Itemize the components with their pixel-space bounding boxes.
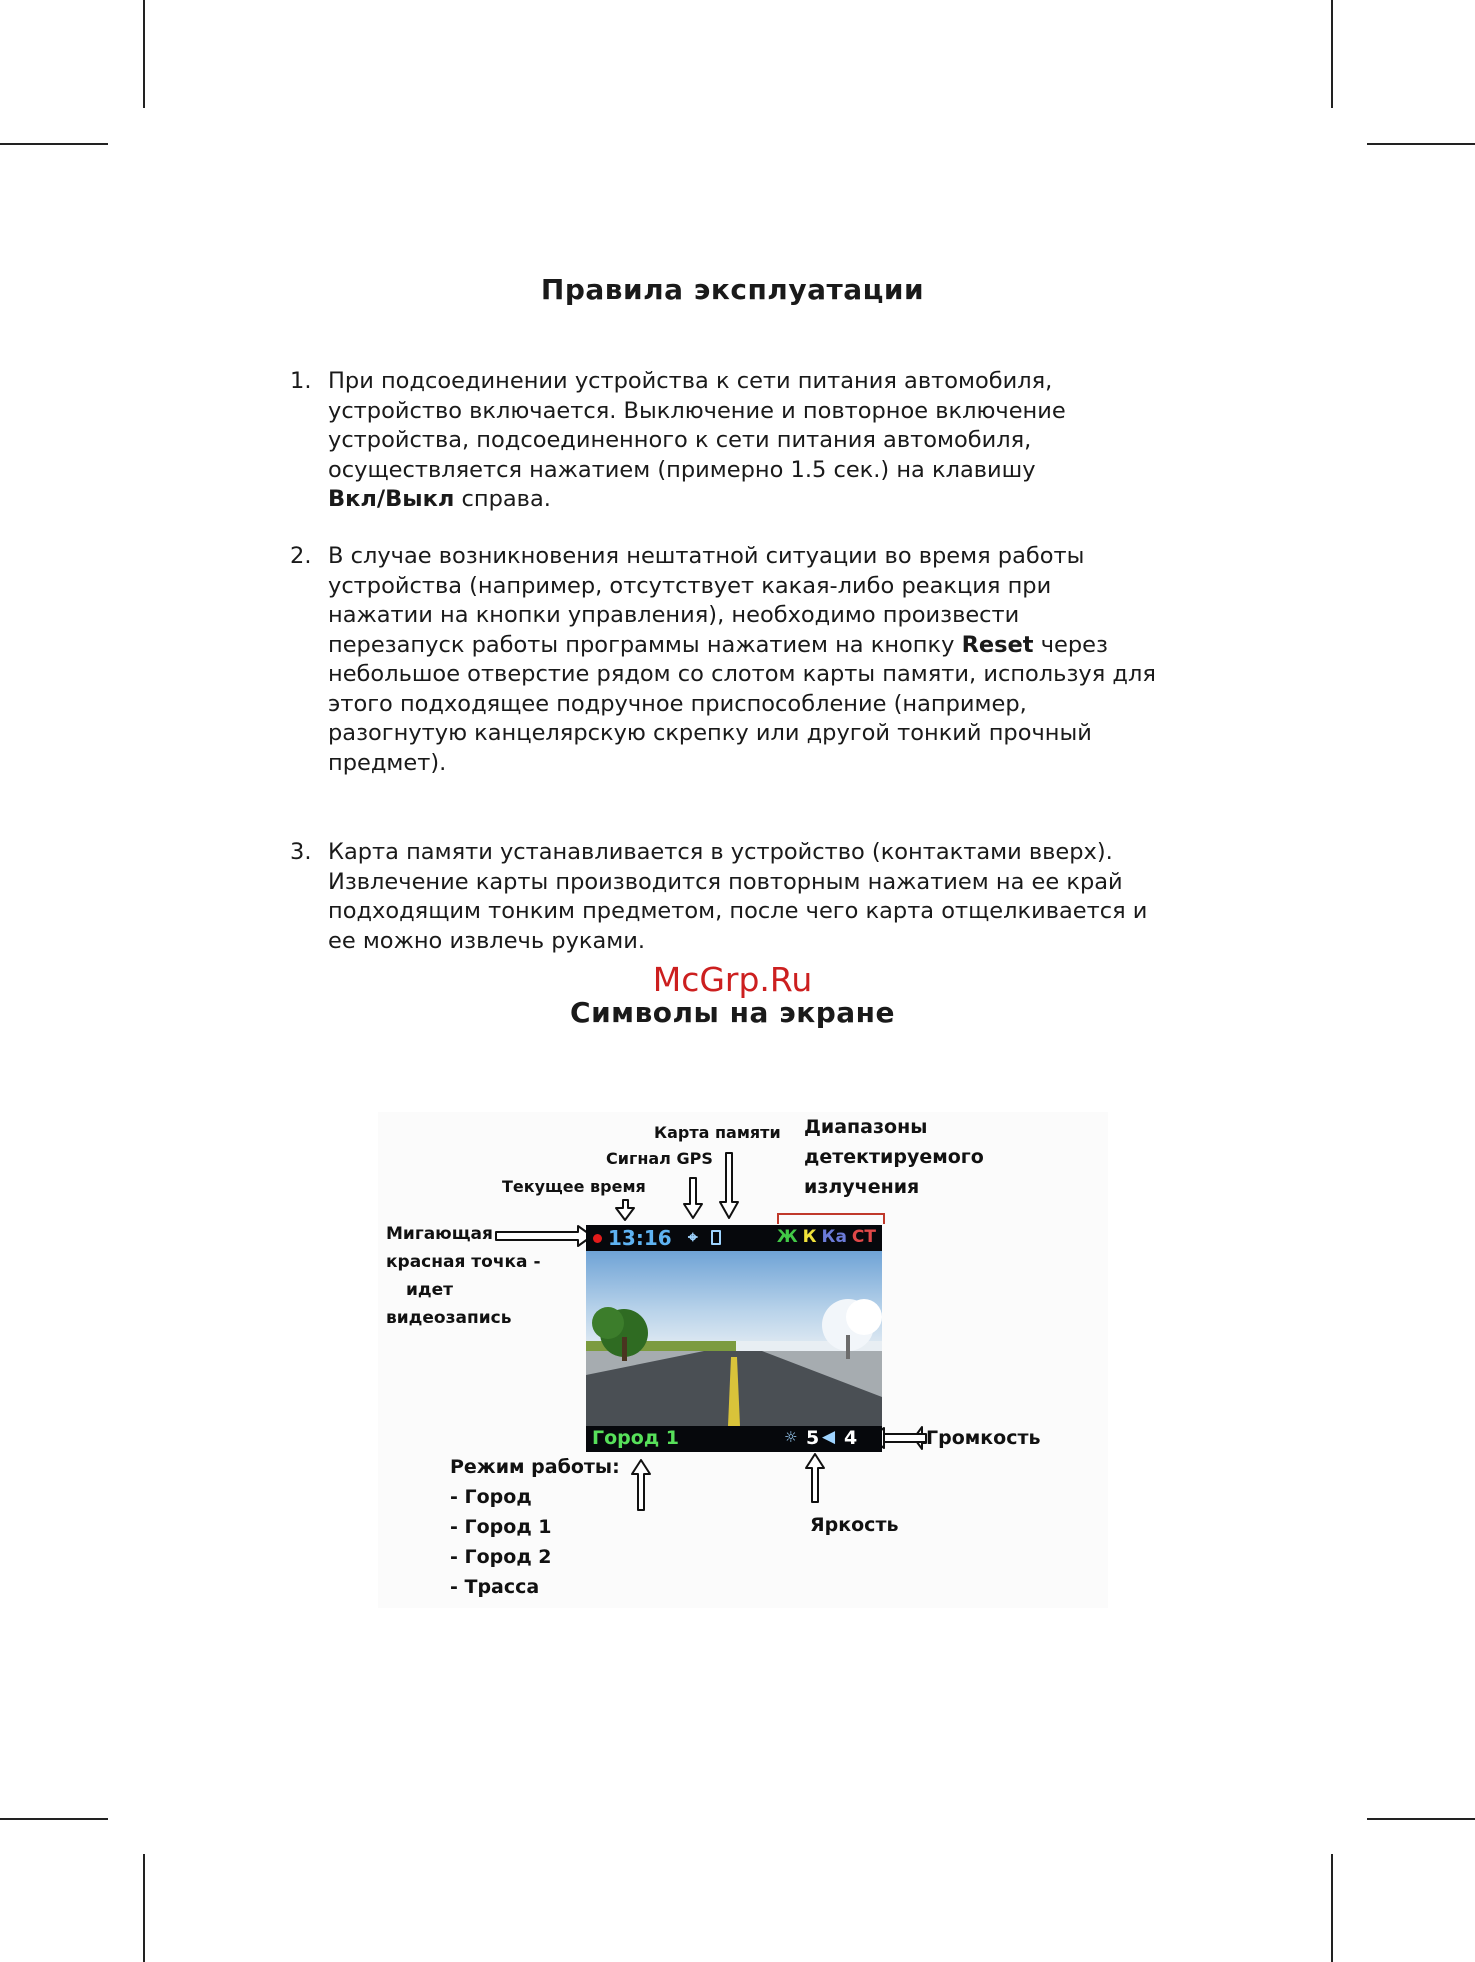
rule-line: справа.	[454, 486, 551, 512]
rule-text	[328, 838, 1210, 956]
key-name-reset: Reset	[961, 631, 1034, 658]
recording-dot	[593, 1234, 602, 1243]
label-recording-line: видеозапись	[386, 1308, 512, 1328]
bands-bracket	[778, 1214, 884, 1224]
label-gps: Сигнал GPS	[606, 1149, 713, 1168]
speaker-icon: ◀	[822, 1427, 836, 1447]
mode-readout: Город 1	[592, 1427, 679, 1449]
arrow-time	[616, 1200, 634, 1220]
crop-mark	[1367, 143, 1475, 145]
rule-item-3	[290, 838, 1210, 956]
screen-top-bar	[586, 1225, 882, 1251]
rule-line: подходящим тонким предметом, после чего карта отщелкивается и	[328, 898, 1148, 924]
section-title: Символы на экране	[570, 996, 895, 1029]
screen-bottom-bar	[586, 1426, 882, 1452]
device-screen	[586, 1225, 882, 1452]
clock-readout: 13:16	[608, 1226, 672, 1250]
rule-text	[328, 542, 1210, 778]
label-bands-line: Диапазоны	[804, 1116, 928, 1138]
band-k: К	[802, 1227, 817, 1247]
rule-item-1	[290, 367, 1210, 515]
rule-number: 1.	[290, 368, 312, 394]
rule-line: небольшое отверстие рядом со слотом карты памяти, используя для	[328, 661, 1156, 687]
rule-line: устройство включается. Выключение и повторное включение	[328, 397, 1066, 424]
rule-line: перезапуск работы программы нажатием на кнопку	[328, 631, 962, 658]
label-memory-card: Карта памяти	[654, 1123, 781, 1142]
rule-line: Карта памяти устанавливается в устройство (контактами вверх).	[328, 839, 1113, 865]
rule-line: предмет).	[328, 749, 447, 776]
rule-line: этого подходящее подручное приспособление (например,	[328, 690, 1027, 717]
label-brightness: Яркость	[810, 1514, 899, 1536]
label-bands	[804, 1112, 984, 1202]
rule-number: 2.	[290, 543, 312, 569]
rule-line: устройства, подсоединенного к сети питания автомобиля,	[328, 427, 1032, 453]
band-indicators	[772, 1227, 876, 1247]
label-mode-line: - Город 1	[450, 1516, 552, 1538]
rule-text	[328, 367, 1210, 515]
arrow-volume-shaft	[884, 1434, 926, 1442]
crop-mark	[1331, 1854, 1333, 1962]
rule-line: ее можно извлечь руками.	[328, 927, 645, 954]
band-laser: СТ	[851, 1227, 876, 1247]
label-mode-line: - Город 2	[450, 1546, 552, 1568]
crop-mark	[1331, 0, 1333, 108]
satellite-icon: ⌖	[688, 1228, 698, 1248]
rule-line: разогнутую канцелярскую скрепку или другой тонкий прочный	[328, 720, 1092, 746]
label-recording-line: идет	[406, 1280, 454, 1300]
label-volume: Громкость	[926, 1427, 1041, 1449]
crop-mark	[143, 0, 145, 108]
rule-line: осуществляется нажатием (примерно 1.5 сек.) на клавишу	[328, 456, 1036, 483]
sd-card-icon	[711, 1230, 721, 1245]
rule-line: устройства (например, отсутствует какая-либо реакция при	[328, 572, 1052, 599]
label-mode-line: Режим работы:	[450, 1456, 620, 1478]
rule-item-2	[290, 542, 1210, 778]
arrow-gps	[684, 1178, 702, 1218]
band-x: Ж	[776, 1227, 798, 1247]
rule-line: нажатии на кнопки управления), необходимо произвести	[328, 602, 1020, 628]
label-time: Текущее время	[502, 1177, 646, 1196]
rule-line: через	[1033, 631, 1108, 658]
rule-line: В случае возникновения нештатной ситуации во время работы	[328, 543, 1085, 569]
crop-mark	[1367, 1818, 1475, 1820]
label-mode-line: - Трасса	[450, 1576, 540, 1598]
key-name-power: Вкл/Выкл	[328, 486, 455, 512]
page-title: Правила эксплуатации	[540, 273, 925, 306]
road-scene-image	[586, 1225, 882, 1452]
label-mode	[450, 1452, 620, 1602]
label-bands-line: излучения	[804, 1176, 920, 1198]
arrow-memory-card	[720, 1153, 738, 1218]
crop-mark	[0, 143, 108, 145]
label-recording-line: Мигающая	[386, 1224, 493, 1244]
label-mode-line: - Город	[450, 1486, 532, 1508]
band-ka: Ка	[821, 1227, 847, 1247]
volume-readout: 4	[844, 1427, 858, 1449]
crop-mark	[143, 1854, 145, 1962]
rule-number: 3.	[290, 839, 312, 865]
brightness-readout: 5	[806, 1427, 820, 1449]
label-recording-line: красная точка -	[386, 1252, 541, 1272]
rule-line: Извлечение карты производится повторным нажатием на ее край	[328, 868, 1123, 895]
screen-symbols-figure	[378, 1112, 1108, 1608]
arrow-mode	[632, 1460, 650, 1510]
label-bands-line: детектируемого	[804, 1146, 984, 1168]
sun-icon: ☼	[784, 1428, 798, 1446]
arrow-brightness	[806, 1454, 824, 1502]
rule-line: При подсоединении устройства к сети питания автомобиля,	[328, 368, 1053, 394]
crop-mark	[0, 1818, 108, 1820]
watermark: McGrp.Ru	[652, 960, 813, 999]
label-recording	[386, 1220, 541, 1332]
